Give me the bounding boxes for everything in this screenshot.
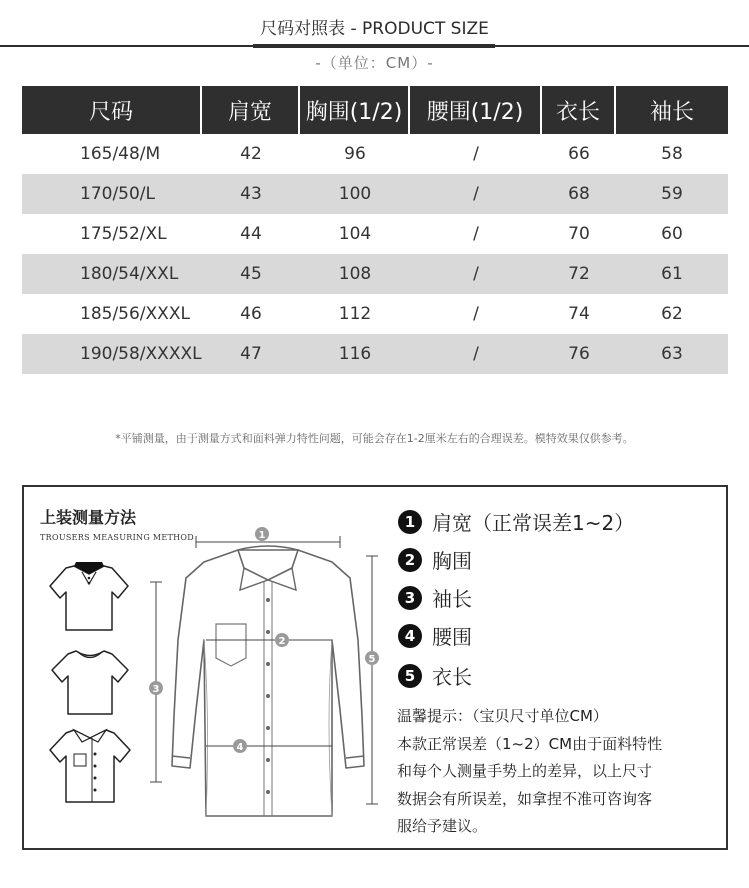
cell-sleeve: 60	[661, 224, 683, 244]
legend-item-length	[398, 661, 472, 690]
cell-chest: 100	[338, 184, 372, 204]
cell-shoulder: 45	[240, 264, 262, 284]
cell-length: 70	[568, 224, 590, 244]
cell-chest: 104	[338, 224, 372, 244]
table-row	[22, 334, 728, 374]
legend-label: 肩宽（正常误差1~2）	[432, 511, 635, 535]
cell-waist: /	[473, 304, 479, 324]
column-header-shoulder: 肩宽	[202, 86, 300, 134]
cell-waist: /	[473, 344, 479, 364]
column-header-sleeve: 袖长	[649, 99, 694, 125]
cell-size: 165/48/M	[80, 144, 161, 164]
page-title: 尺码对照表 - PRODUCT SIZE	[260, 19, 489, 39]
shirt-measurement-diagram	[140, 520, 390, 822]
legend-item-chest	[398, 545, 472, 574]
cell-waist: /	[473, 144, 479, 164]
polo-shirt-icon	[46, 560, 132, 636]
table-row	[22, 174, 728, 214]
cell-waist: /	[473, 264, 479, 284]
tip-line: 和每个人测量手势上的差异，以上尺寸	[397, 762, 653, 780]
cell-sleeve: 59	[661, 184, 683, 204]
cell-size: 190/58/XXXXL	[80, 344, 202, 364]
cell-waist: /	[473, 184, 479, 204]
legend-item-waist	[398, 621, 472, 650]
column-header-waist: 腰围(1/2)	[410, 86, 542, 134]
number-badge: 4	[398, 624, 422, 648]
table-row	[22, 214, 728, 254]
cell-sleeve: 58	[661, 144, 683, 164]
svg-text:1: 1	[258, 530, 266, 541]
column-header-size: 尺码	[22, 86, 202, 134]
table-row	[22, 294, 728, 334]
unit-label: -（单位：CM）-	[315, 54, 434, 72]
table-header-row	[22, 86, 728, 134]
number-badge: 5	[398, 664, 422, 688]
cell-size: 185/56/XXXL	[80, 304, 190, 324]
cell-chest: 108	[338, 264, 372, 284]
warm-tips	[397, 703, 717, 841]
cell-chest: 112	[338, 304, 372, 324]
measurement-note: *平铺测量，由于测量方式和面料弹力特性问题，可能会存在1-2厘米左右的合理误差。模特效果仅供参考。	[115, 432, 634, 445]
tip-line: 温馨提示：（宝贝尺寸单位CM）	[397, 707, 608, 725]
cell-size: 175/52/XL	[80, 224, 167, 244]
cell-chest: 116	[338, 344, 372, 364]
column-header-length: 衣长	[542, 86, 616, 134]
legend-item-sleeve	[398, 583, 472, 612]
cell-shoulder: 42	[240, 144, 262, 164]
legend-label: 衣长	[432, 665, 472, 689]
svg-text:5: 5	[368, 654, 376, 665]
cell-sleeve: 61	[661, 264, 683, 284]
svg-text:3: 3	[152, 684, 160, 695]
cell-length: 74	[568, 304, 590, 324]
cell-length: 68	[568, 184, 590, 204]
table-row	[22, 254, 728, 294]
svg-text:4: 4	[236, 742, 244, 753]
column-header-chest: 胸围(1/2)	[300, 86, 410, 134]
cell-chest: 96	[344, 144, 366, 164]
button-shirt-icon	[46, 724, 134, 806]
number-badge: 3	[398, 586, 422, 610]
number-badge: 2	[398, 548, 422, 572]
cell-length: 72	[568, 264, 590, 284]
legend-item-shoulder	[398, 507, 634, 536]
cell-size: 180/54/XXL	[80, 264, 179, 284]
guide-subtitle: TROUSERS MEASURING METHOD	[40, 533, 194, 542]
cell-waist: /	[473, 224, 479, 244]
cell-shoulder: 47	[240, 344, 262, 364]
cell-shoulder: 44	[240, 224, 262, 244]
size-table	[22, 86, 728, 374]
legend-label: 腰围	[432, 625, 472, 649]
svg-text:2: 2	[278, 636, 286, 647]
cell-length: 76	[568, 344, 590, 364]
cell-sleeve: 63	[661, 344, 683, 364]
cell-shoulder: 46	[240, 304, 262, 324]
table-row	[22, 134, 728, 174]
cell-size: 170/50/L	[80, 184, 156, 204]
tip-line: 数据会有所误差，如拿捏不准可咨询客	[397, 789, 653, 808]
cell-sleeve: 62	[661, 304, 683, 324]
legend-label: 袖长	[432, 587, 472, 611]
tip-line: 本款正常误差（1~2）CM由于面料特性	[397, 734, 663, 753]
tshirt-icon	[48, 646, 132, 718]
cell-length: 66	[568, 144, 590, 164]
cell-shoulder: 43	[240, 184, 262, 204]
guide-title: 上装测量方法	[40, 508, 137, 527]
number-badge: 1	[398, 510, 422, 534]
tip-line: 服给予建议。	[397, 817, 488, 835]
legend-label: 胸围	[432, 549, 472, 573]
